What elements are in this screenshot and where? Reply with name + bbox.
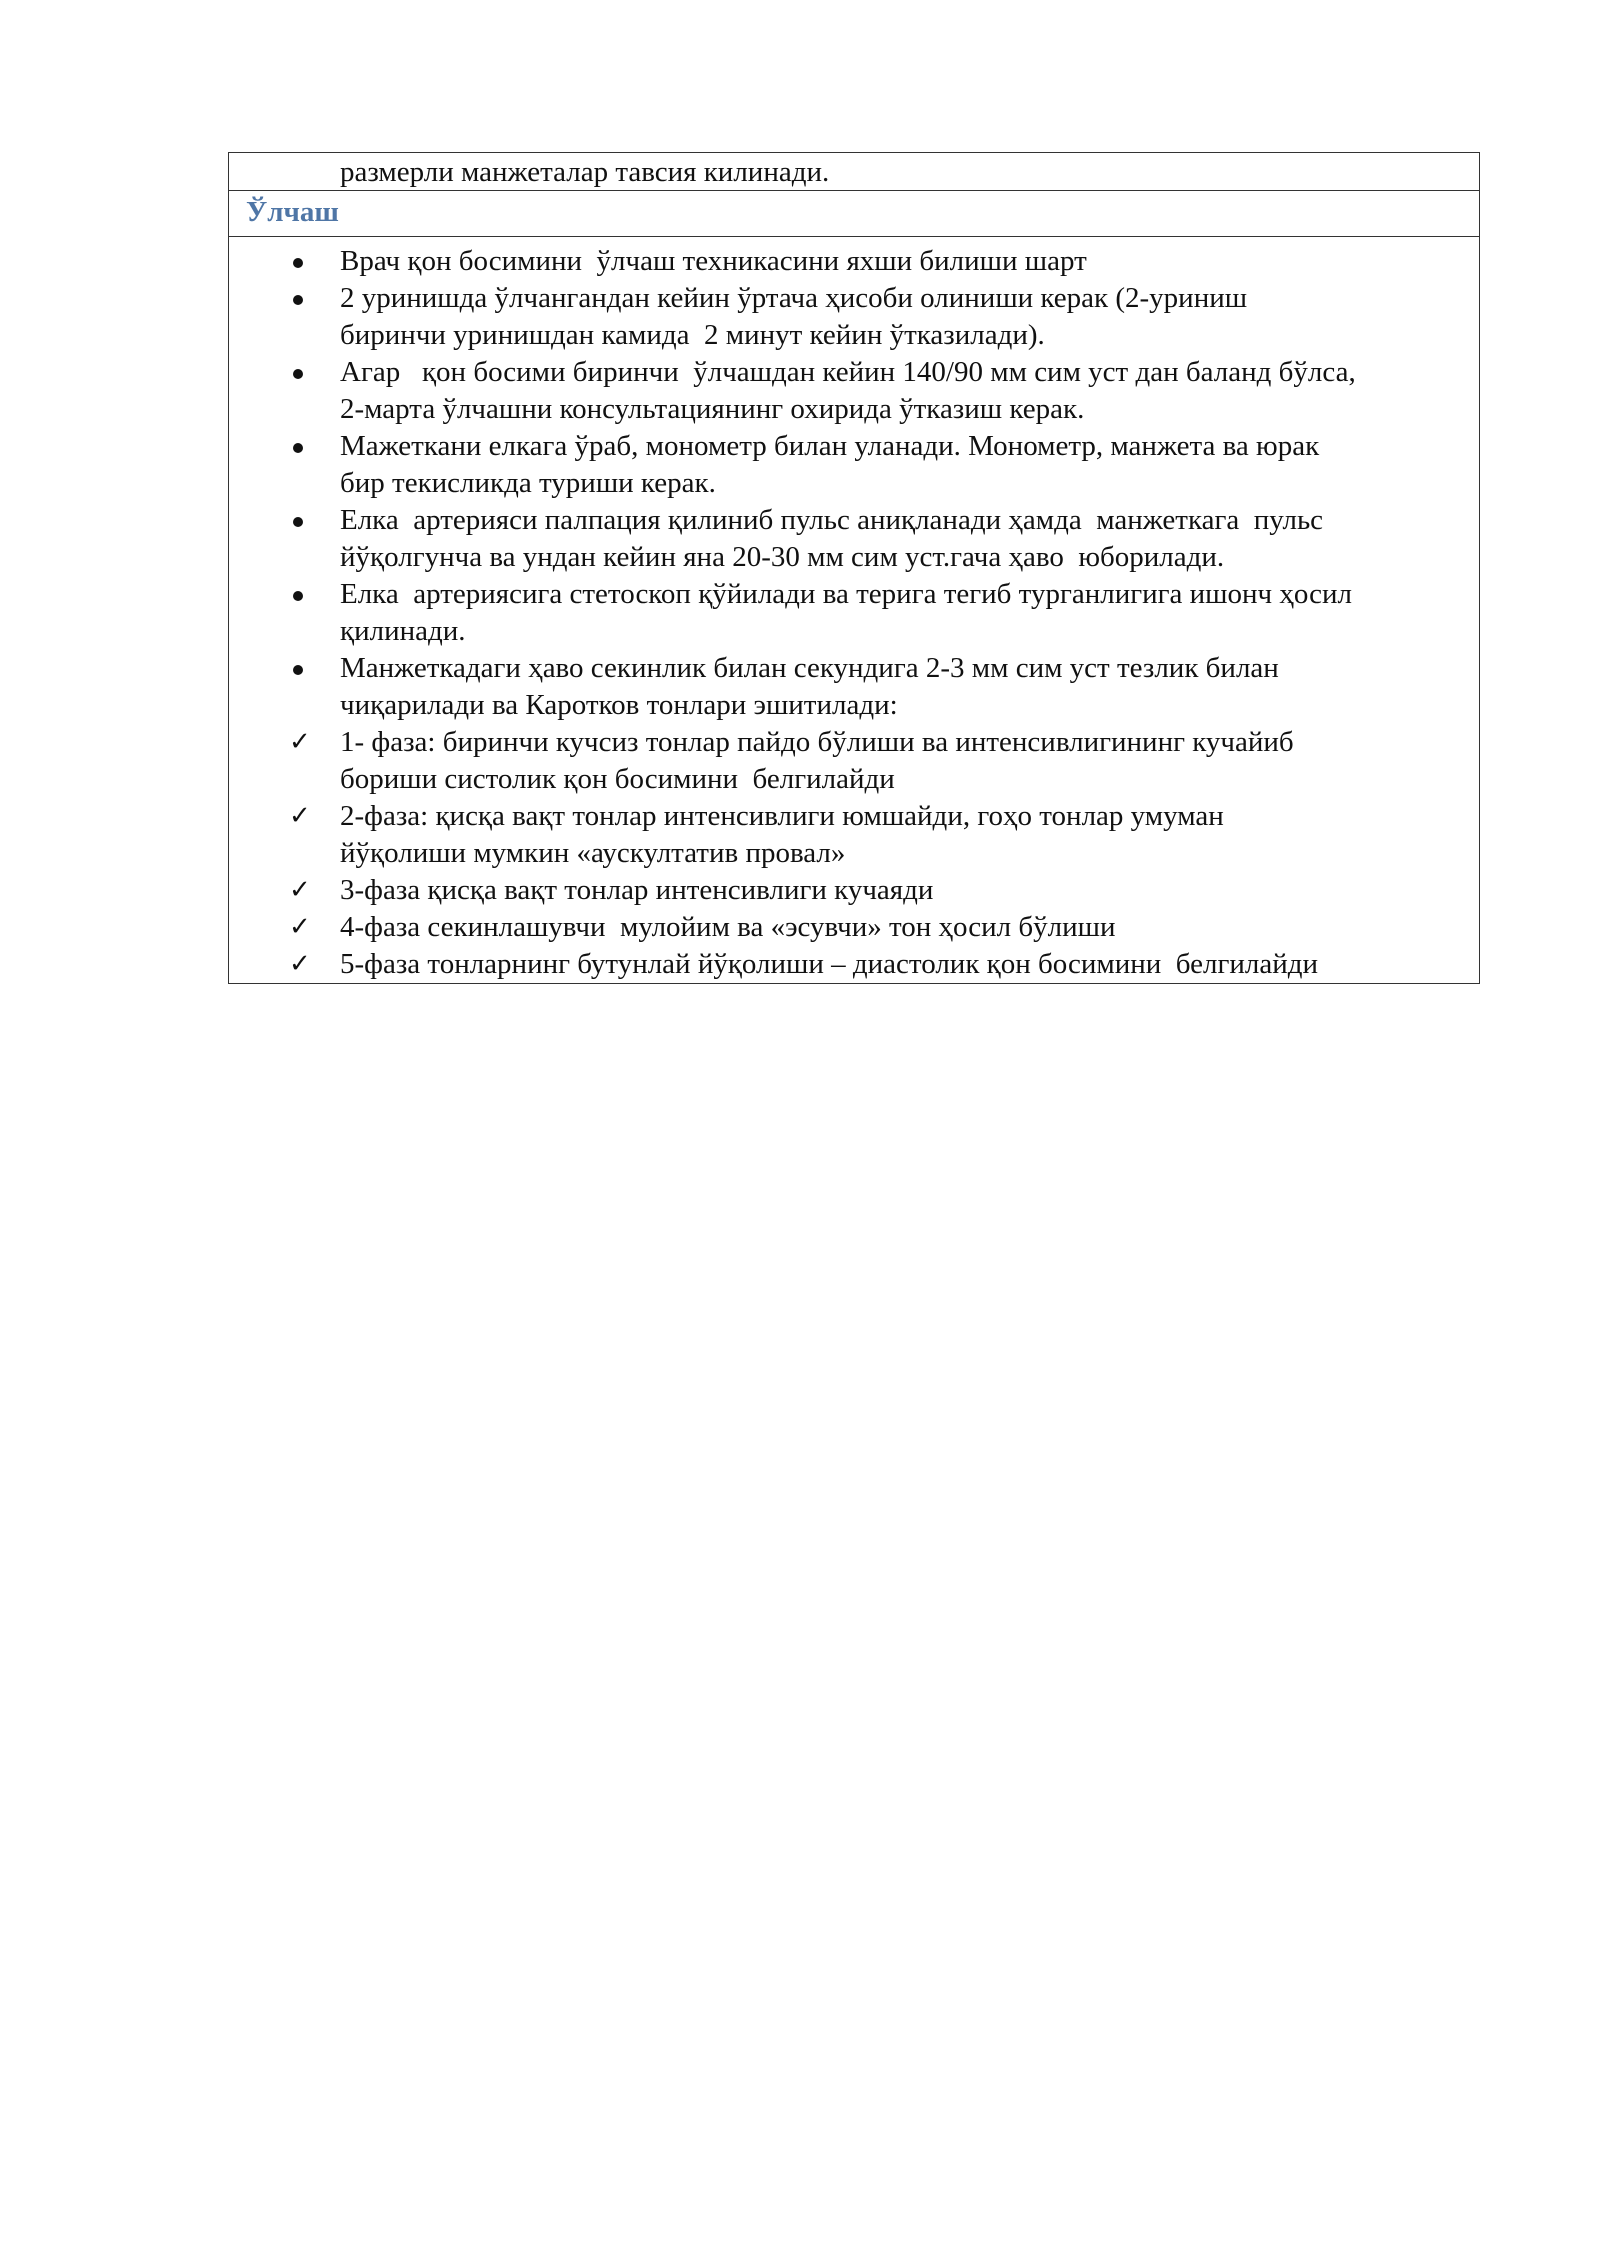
bullet-icon [229, 354, 340, 391]
bullet-list-item [229, 354, 1469, 428]
table-row-heading [229, 191, 1479, 237]
bullet-list-item [229, 650, 1469, 724]
check-item-text: 4-фаза секинлашувчи мулойим ва «эсувчи» тон ҳосил бўлиши [340, 911, 1116, 943]
bullet-item-text: Елка артерияси палпация қилиниб пульс аниқланади ҳамда манжеткага пульс йўқолгунча ва ундан кейин яна 20-30 мм сим уст.гача ҳаво юборилади. [340, 504, 1324, 573]
check-item-text: 2-фаза: қисқа вақт тонлар интенсивлиги юмшайди, гоҳо тонлар умуман йўқолиши мумкин «аускултатив провал» [340, 800, 1224, 869]
bullet-list-item [229, 502, 1469, 576]
checkmark-icon: ✓ [289, 912, 311, 942]
checkmark-icon: ✓ [289, 875, 311, 905]
check-list-item [229, 946, 1469, 983]
check-list-item [229, 909, 1469, 946]
bullet-icon [229, 243, 340, 280]
bullet-icon [229, 280, 340, 317]
check-item-text: 1- фаза: биринчи кучсиз тонлар пайдо бўлиши ва интенсивлигининг кучайиб бориши систолик қон босимини белгилайди [340, 726, 1294, 795]
check-item-text: 5-фаза тонларнинг бутунлай йўқолиши – диастолик қон босимини белгилайди [340, 948, 1319, 980]
bullet-icon [229, 428, 340, 465]
check-list-item [229, 798, 1469, 872]
check-list-item [229, 872, 1469, 909]
bullet-item-text: 2 уринишда ўлчангандан кейин ўртача ҳисоби олиниши керак (2-уриниш биринчи уринишдан камида 2 минут кейин ўтказилади). [340, 282, 1248, 351]
bullet-item-text: Елка артериясига стетоскоп қўйилади ва терига тегиб турганлигига ишонч ҳосил қилинади. [340, 578, 1352, 647]
continuation-text: размерли манжеталар тавсия килинади. [340, 156, 830, 188]
bullet-item-text: Мажеткани елкага ўраб, монометр билан уланади. Монометр, манжета ва юрак бир текисликда туриши керак. [340, 430, 1320, 499]
bullet-item-text: Агар қон босими биринчи ўлчашдан кейин 140/90 мм сим уст дан баланд бўлса, 2-марта ўлчашни консультациянинг охирида ўтказиш керак. [340, 356, 1356, 425]
bullet-list-item [229, 576, 1469, 650]
checkmark-icon: ✓ [289, 949, 311, 979]
checkmark-icon: ✓ [289, 801, 311, 831]
bullet-icon [229, 650, 340, 687]
checkmark-icon: ✓ [289, 727, 311, 757]
check-list-item [229, 724, 1469, 798]
section-heading: Ўлчаш [246, 196, 339, 228]
table-row-body [229, 237, 1479, 983]
bullet-list-item [229, 280, 1469, 354]
bullet-list-item [229, 428, 1469, 502]
bullet-item-text: Манжеткадаги ҳаво секинлик билан секундига 2-3 мм сим уст тезлик билан чиқарилади ва Каротков тонлари эшитилади: [340, 652, 1279, 721]
table-row-continuation [229, 153, 1479, 191]
bullet-item-text: Врач қон босимини ўлчаш техникасини яхши билиши шарт [340, 245, 1087, 277]
content-table [228, 152, 1480, 984]
bullet-icon [229, 576, 340, 613]
bullet-icon [229, 502, 340, 539]
bullet-list-item [229, 243, 1469, 280]
check-item-text: 3-фаза қисқа вақт тонлар интенсивлиги кучаяди [340, 874, 934, 906]
